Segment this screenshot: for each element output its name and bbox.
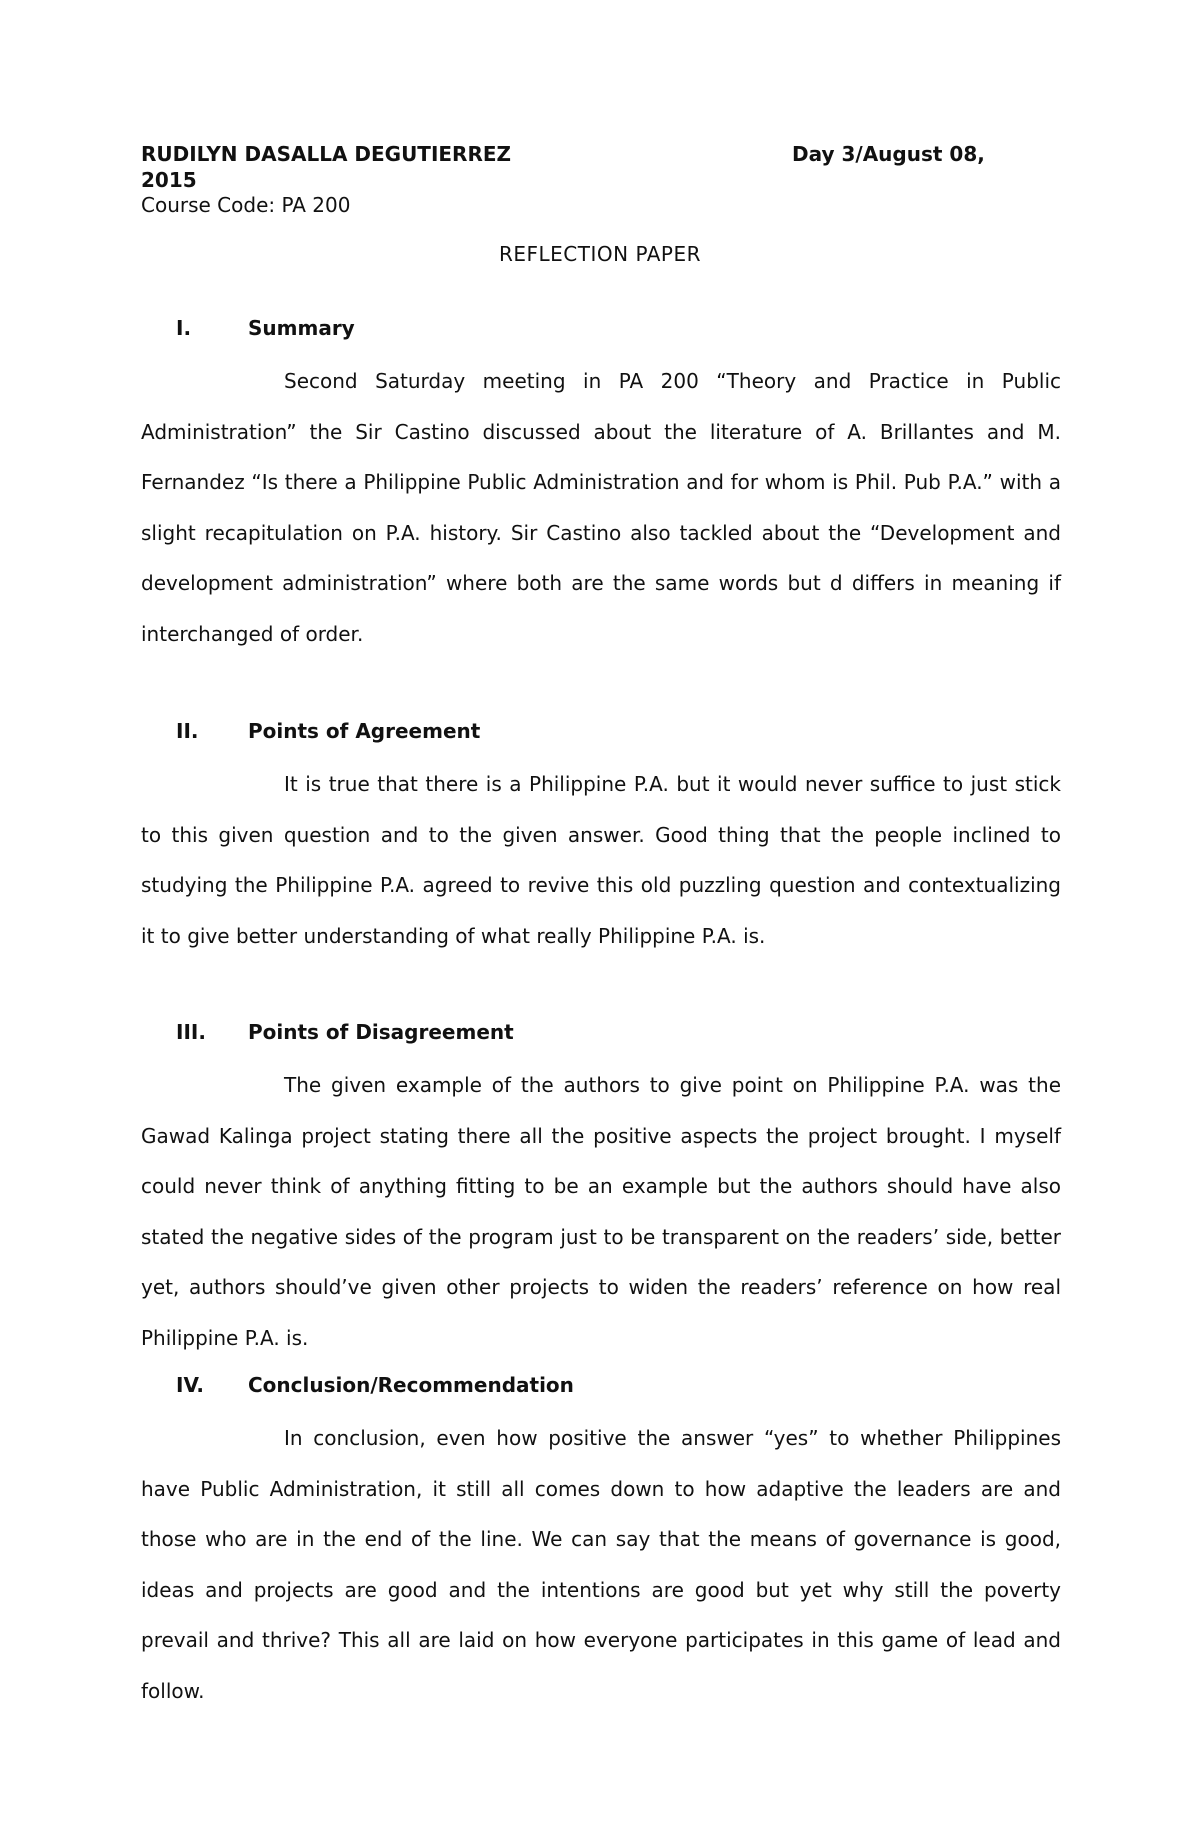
course-code: Course Code: PA 200	[141, 193, 351, 217]
section-numeral: I.	[176, 316, 192, 340]
section-numeral: II.	[176, 719, 199, 743]
author-name: RUDILYN DASALLA DEGUTIERREZ	[141, 142, 512, 166]
section-heading-disagreement	[176, 1020, 514, 1045]
section-numeral: IV.	[176, 1373, 204, 1397]
page-title: REFLECTION PAPER	[498, 242, 701, 266]
section-heading-agreement	[176, 719, 480, 744]
section-heading-summary	[176, 316, 355, 341]
section-heading-conclusion	[176, 1373, 574, 1398]
section-title: Points of Disagreement	[248, 1020, 514, 1044]
section-body-summary: Second Saturday meeting in PA 200 “Theory and Practice in Public Administration” the Sir Castino discussed about the literature of A. Brillantes and M. Fernandez “Is there a Philippine Public Administration and for whom is Phil. Pub P.A.” with a slight recapitulation on P.A. history. Sir Castino also tackled about the “Development and development administration” where both are the same words but d differs in meaning if interchanged of order.	[141, 369, 1061, 646]
section-title: Conclusion/Recommendation	[248, 1373, 574, 1397]
year: 2015	[141, 168, 197, 192]
section-body-agreement: It is true that there is a Philippine P.A. but it would never suffice to just stick to this given question and to the given answer. Good thing that the people inclined to studying the Philippine P.A. agreed to revive this old puzzling question and contextualizing it to give better understanding of what really Philippine P.A. is.	[141, 772, 1061, 948]
section-title: Summary	[248, 316, 355, 340]
section-body-disagreement: The given example of the authors to give point on Philippine P.A. was the Gawad Kalinga project stating there all the positive aspects the project brought. I myself could never think of anything fitting to be an example but the authors should have also stated the negative sides of the program just to be transparent on the readers’ side, better yet, authors should’ve given other projects to widen the readers’ reference on how real Philippine P.A. is.	[141, 1073, 1061, 1350]
section-numeral: III.	[176, 1020, 206, 1044]
day-date: Day 3/August 08,	[792, 142, 985, 166]
section-title: Points of Agreement	[248, 719, 481, 743]
section-body-conclusion: In conclusion, even how positive the answer “yes” to whether Philippines have Public Administration, it still all comes down to how adaptive the leaders are and those who are in the end of the line. We can say that the means of governance is good, ideas and projects are good and the intentions are good but yet why still the poverty prevail and thrive? This all are laid on how everyone participates in this game of lead and follow.	[141, 1426, 1061, 1703]
